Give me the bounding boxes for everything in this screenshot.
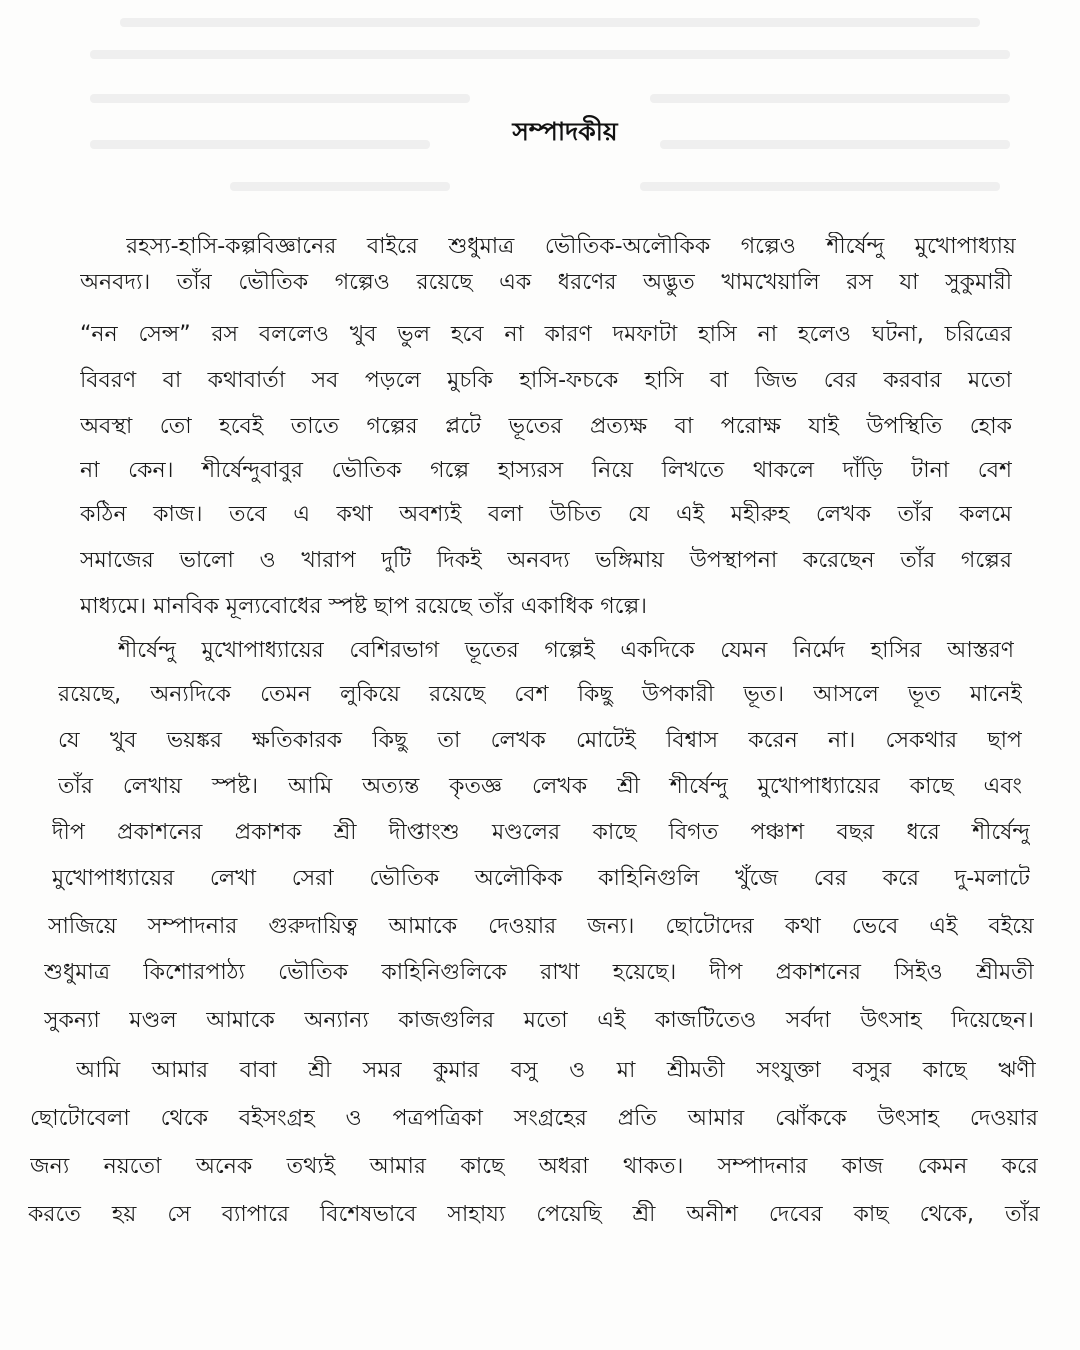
text-line: মুখোপাধ্যায়ের লেখা সেরা ভৌতিক অলৌকিক কাহিনিগুলি খুঁজে বের করে দু-মলাটে (52, 866, 1030, 891)
text-line: রহস্য-হাসি-কল্পবিজ্ঞানের বাইরে শুধুমাত্র ভৌতিক-অলৌকিক গল্পেও শীর্ষেন্দু মুখোপাধ্যায় (126, 234, 1016, 259)
text-line: সাজিয়ে সম্পাদনার গুরুদায়িত্ব আমাকে দেওয়ার জন্য। ছোটোদের কথা ভেবে এই বইয়ে (48, 914, 1034, 939)
text-line: অনবদ্য। তাঁর ভৌতিক গল্পেও রয়েছে এক ধরণের অদ্ভুত খামখেয়ালি রস যা সুকুমারী (80, 270, 1012, 295)
text-line: সমাজের ভালো ও খারাপ দুটি দিকই অনবদ্য ভঙ্গিমায় উপস্থাপনা করেছেন তাঁর গল্পের (80, 548, 1012, 573)
text-line: করতে হয় সে ব্যাপারে বিশেষভাবে সাহায্য পেয়েছি শ্রী অনীশ দেবের কাছ থেকে, তাঁর (28, 1202, 1040, 1227)
text-line: সুকন্যা মণ্ডল আমাকে অন্যান্য কাজগুলির মতো এই কাজটিতেও সর্বদা উৎসাহ দিয়েছেন। (44, 1008, 1034, 1033)
text-line: দীপ প্রকাশনের প্রকাশক শ্রী দীপ্তাংশু মণ্ডলের কাছে বিগত পঞ্চাশ বছর ধরে শীর্ষেন্দু (52, 820, 1030, 845)
text-line: তাঁর লেখায় স্পষ্ট। আমি অত্যন্ত কৃতজ্ঞ লেখক শ্রী শীর্ষেন্দু মুখোপাধ্যায়ের কাছে এবং (58, 774, 1022, 799)
text-line: শীর্ষেন্দু মুখোপাধ্যায়ের বেশিরভাগ ভূতের গল্পেই একদিকে যেমন নির্মেদ হাসির আস্তরণ (118, 638, 1014, 663)
text-line: “নন সেন্স” রস বললেও খুব ভুল হবে না কারণ দমফাটা হাসি না হলেও ঘটনা, চরিত্রের (80, 322, 1012, 347)
text-line: ছোটোবেলা থেকে বইসংগ্রহ ও পত্রপত্রিকা সংগ্রহের প্রতি আমার ঝোঁককে উৎসাহ দেওয়ার (30, 1106, 1038, 1131)
text-line: যে খুব ভয়ঙ্কর ক্ষতিকারক কিছু তা লেখক মোটেই বিশ্বাস করেন না। সেকথার ছাপ (58, 728, 1022, 753)
text-line: রয়েছে, অন্যদিকে তেমন লুকিয়ে রয়েছে বেশ কিছু উপকারী ভূত। আসলে ভূত মানেই (58, 682, 1022, 707)
text-line: কঠিন কাজ। তবে এ কথা অবশ্যই বলা উচিত যে এই মহীরুহ লেখক তাঁর কলমে (80, 502, 1012, 527)
text-line: মাধ্যমে। মানবিক মূল্যবোধের স্পষ্ট ছাপ রয়েছে তাঁর একাধিক গল্পে। (80, 594, 648, 619)
text-line: শুধুমাত্র কিশোরপাঠ্য ভৌতিক কাহিনিগুলিকে রাখা হয়েছে। দীপ প্রকাশনের সিইও শ্রীমতী (44, 960, 1034, 985)
text-line: জন্য নয়তো অনেক তথ্যই আমার কাছে অধরা থাকত। সম্পাদনার কাজ কেমন করে (30, 1154, 1038, 1179)
text-line: অবস্থা তো হবেই তাতে গল্পের প্লটে ভূতের প্রত্যক্ষ বা পরোক্ষ যাই উপস্থিতি হোক (80, 414, 1012, 439)
page-title: সম্পাদকীয় (512, 117, 618, 146)
text-line: না কেন। শীর্ষেন্দুবাবুর ভৌতিক গল্পে হাস্যরস নিয়ে লিখতে থাকলে দাঁড়ি টানা বেশ (80, 458, 1012, 483)
text-line: আমি আমার বাবা শ্রী সমর কুমার বসু ও মা শ্রীমতী সংযুক্তা বসুর কাছে ঋণী (76, 1058, 1036, 1083)
text-line: বিবরণ বা কথাবার্তা সব পড়লে মুচকি হাসি-ফচকে হাসি বা জিভ বের করবার মতো (80, 368, 1012, 393)
bleed-through-text (0, 0, 1080, 200)
